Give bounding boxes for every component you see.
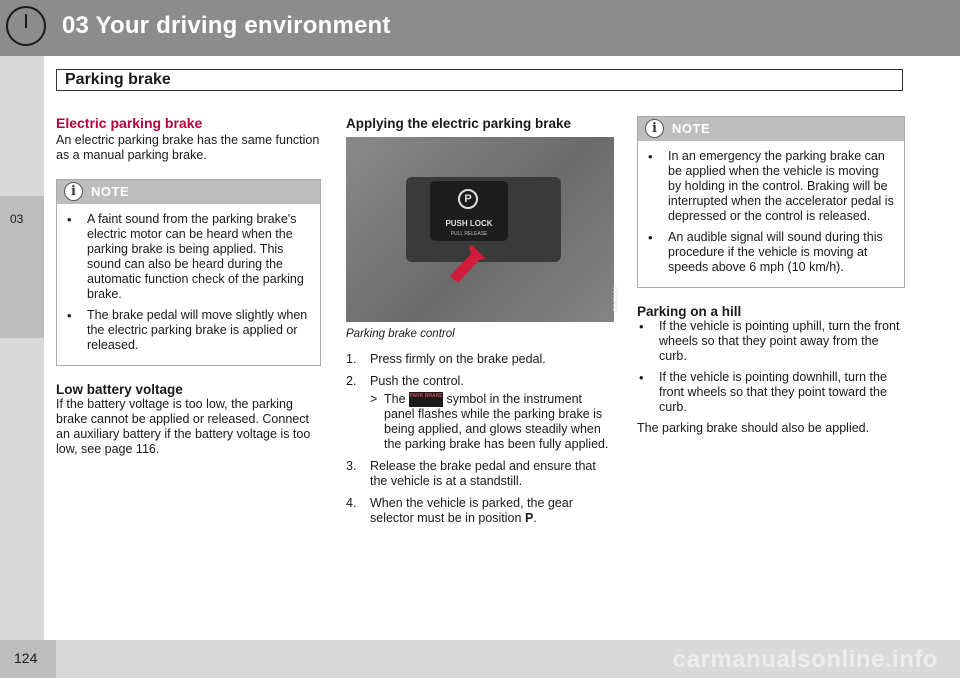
step-item: 4. When the vehicle is parked, the gear selector must be in position P. [346, 496, 573, 526]
step-item: 2. Push the control. > The PARK BRAKE symbol in the instrument panel flashes while the parking brake is being applied, and glows steadily when the parking brake has been fully applied. [346, 374, 614, 452]
note-item: • An audible signal will sound during this procedure if the vehicle is moving at speeds above 6 mph (10 km/h). [646, 230, 894, 275]
section-bar [56, 69, 903, 91]
gauge-icon [6, 6, 46, 46]
note-box-1 [56, 179, 321, 366]
parking-on-hill-heading: Parking on a hill [637, 304, 742, 319]
column-1 [56, 116, 321, 457]
chapter-tab [0, 196, 44, 338]
note-header [638, 117, 904, 141]
push-arrow-icon [442, 245, 486, 285]
hill-end-text: The parking brake should also be applied. [637, 421, 870, 435]
step-item: 1. Press firmly on the brake pedal. [346, 352, 546, 366]
info-icon: i [64, 182, 83, 201]
page-number-box [0, 640, 56, 678]
note-label: NOTE [91, 184, 130, 199]
step-substep: > The PARK BRAKE symbol in the instrument panel flashes while the parking brake is being applied, and glows steadily when the parking brake has been fully applied. [370, 392, 609, 452]
electric-parking-brake-heading: Electric parking brake [56, 115, 203, 131]
watermark: carmanualsonline.info [672, 646, 938, 673]
chapter-sidebar [0, 56, 44, 640]
applying-heading: Applying the electric parking brake [346, 116, 572, 131]
note-header [57, 180, 320, 204]
photo-caption: Parking brake control [346, 328, 455, 340]
section-title: Parking brake [65, 71, 171, 88]
note-label: NOTE [672, 121, 711, 136]
parking-p-icon: P [458, 189, 478, 209]
hill-item: • If the vehicle is pointing downhill, turn the front wheels so that they point toward the curb. [637, 370, 905, 415]
page-footer [0, 640, 960, 678]
page-header [0, 0, 960, 56]
park-brake-symbol-icon: PARK BRAKE [409, 392, 443, 407]
page-number: 124 [14, 650, 38, 666]
step-item: 3. Release the brake pedal and ensure that the vehicle is at a standstill. [346, 459, 596, 489]
note-item: • A faint sound from the parking brake's electric motor can be heard when the parking brake is being applied. This sound can also be heard during the automatic function check of the parking brake. [65, 212, 310, 302]
image-code: G043198 [614, 287, 620, 312]
chapter-tab-label: 03 [10, 212, 24, 226]
note-item: • In an emergency the parking brake can be applied when the vehicle is moving by holding in the control. Braking will be interrupted when the accelerator pedal is depressed or the control is released. [646, 149, 894, 224]
intro-text: An electric parking brake has the same function as a manual parking brake. [56, 133, 320, 162]
column-3 [637, 116, 905, 436]
low-battery-text: If the battery voltage is too low, the parking brake cannot be applied or released. Connect an auxiliary battery if the battery voltage is too low, see page 116. [56, 397, 311, 456]
column-2 [346, 116, 620, 533]
push-lock-label: PUSH LOCK [445, 219, 493, 228]
hill-item: • If the vehicle is pointing uphill, turn the front wheels so that they point away from the curb. [637, 319, 905, 364]
parking-brake-control [430, 181, 508, 241]
low-battery-heading: Low battery voltage [56, 382, 183, 397]
chapter-title: 03 Your driving environment [62, 12, 391, 39]
parking-brake-photo [346, 137, 620, 322]
info-icon: i [645, 119, 664, 138]
pull-release-label: PULL RELEASE [450, 231, 488, 237]
note-box-2 [637, 116, 905, 288]
note-item: • The brake pedal will move slightly when the electric parking brake is applied or released. [65, 308, 310, 353]
